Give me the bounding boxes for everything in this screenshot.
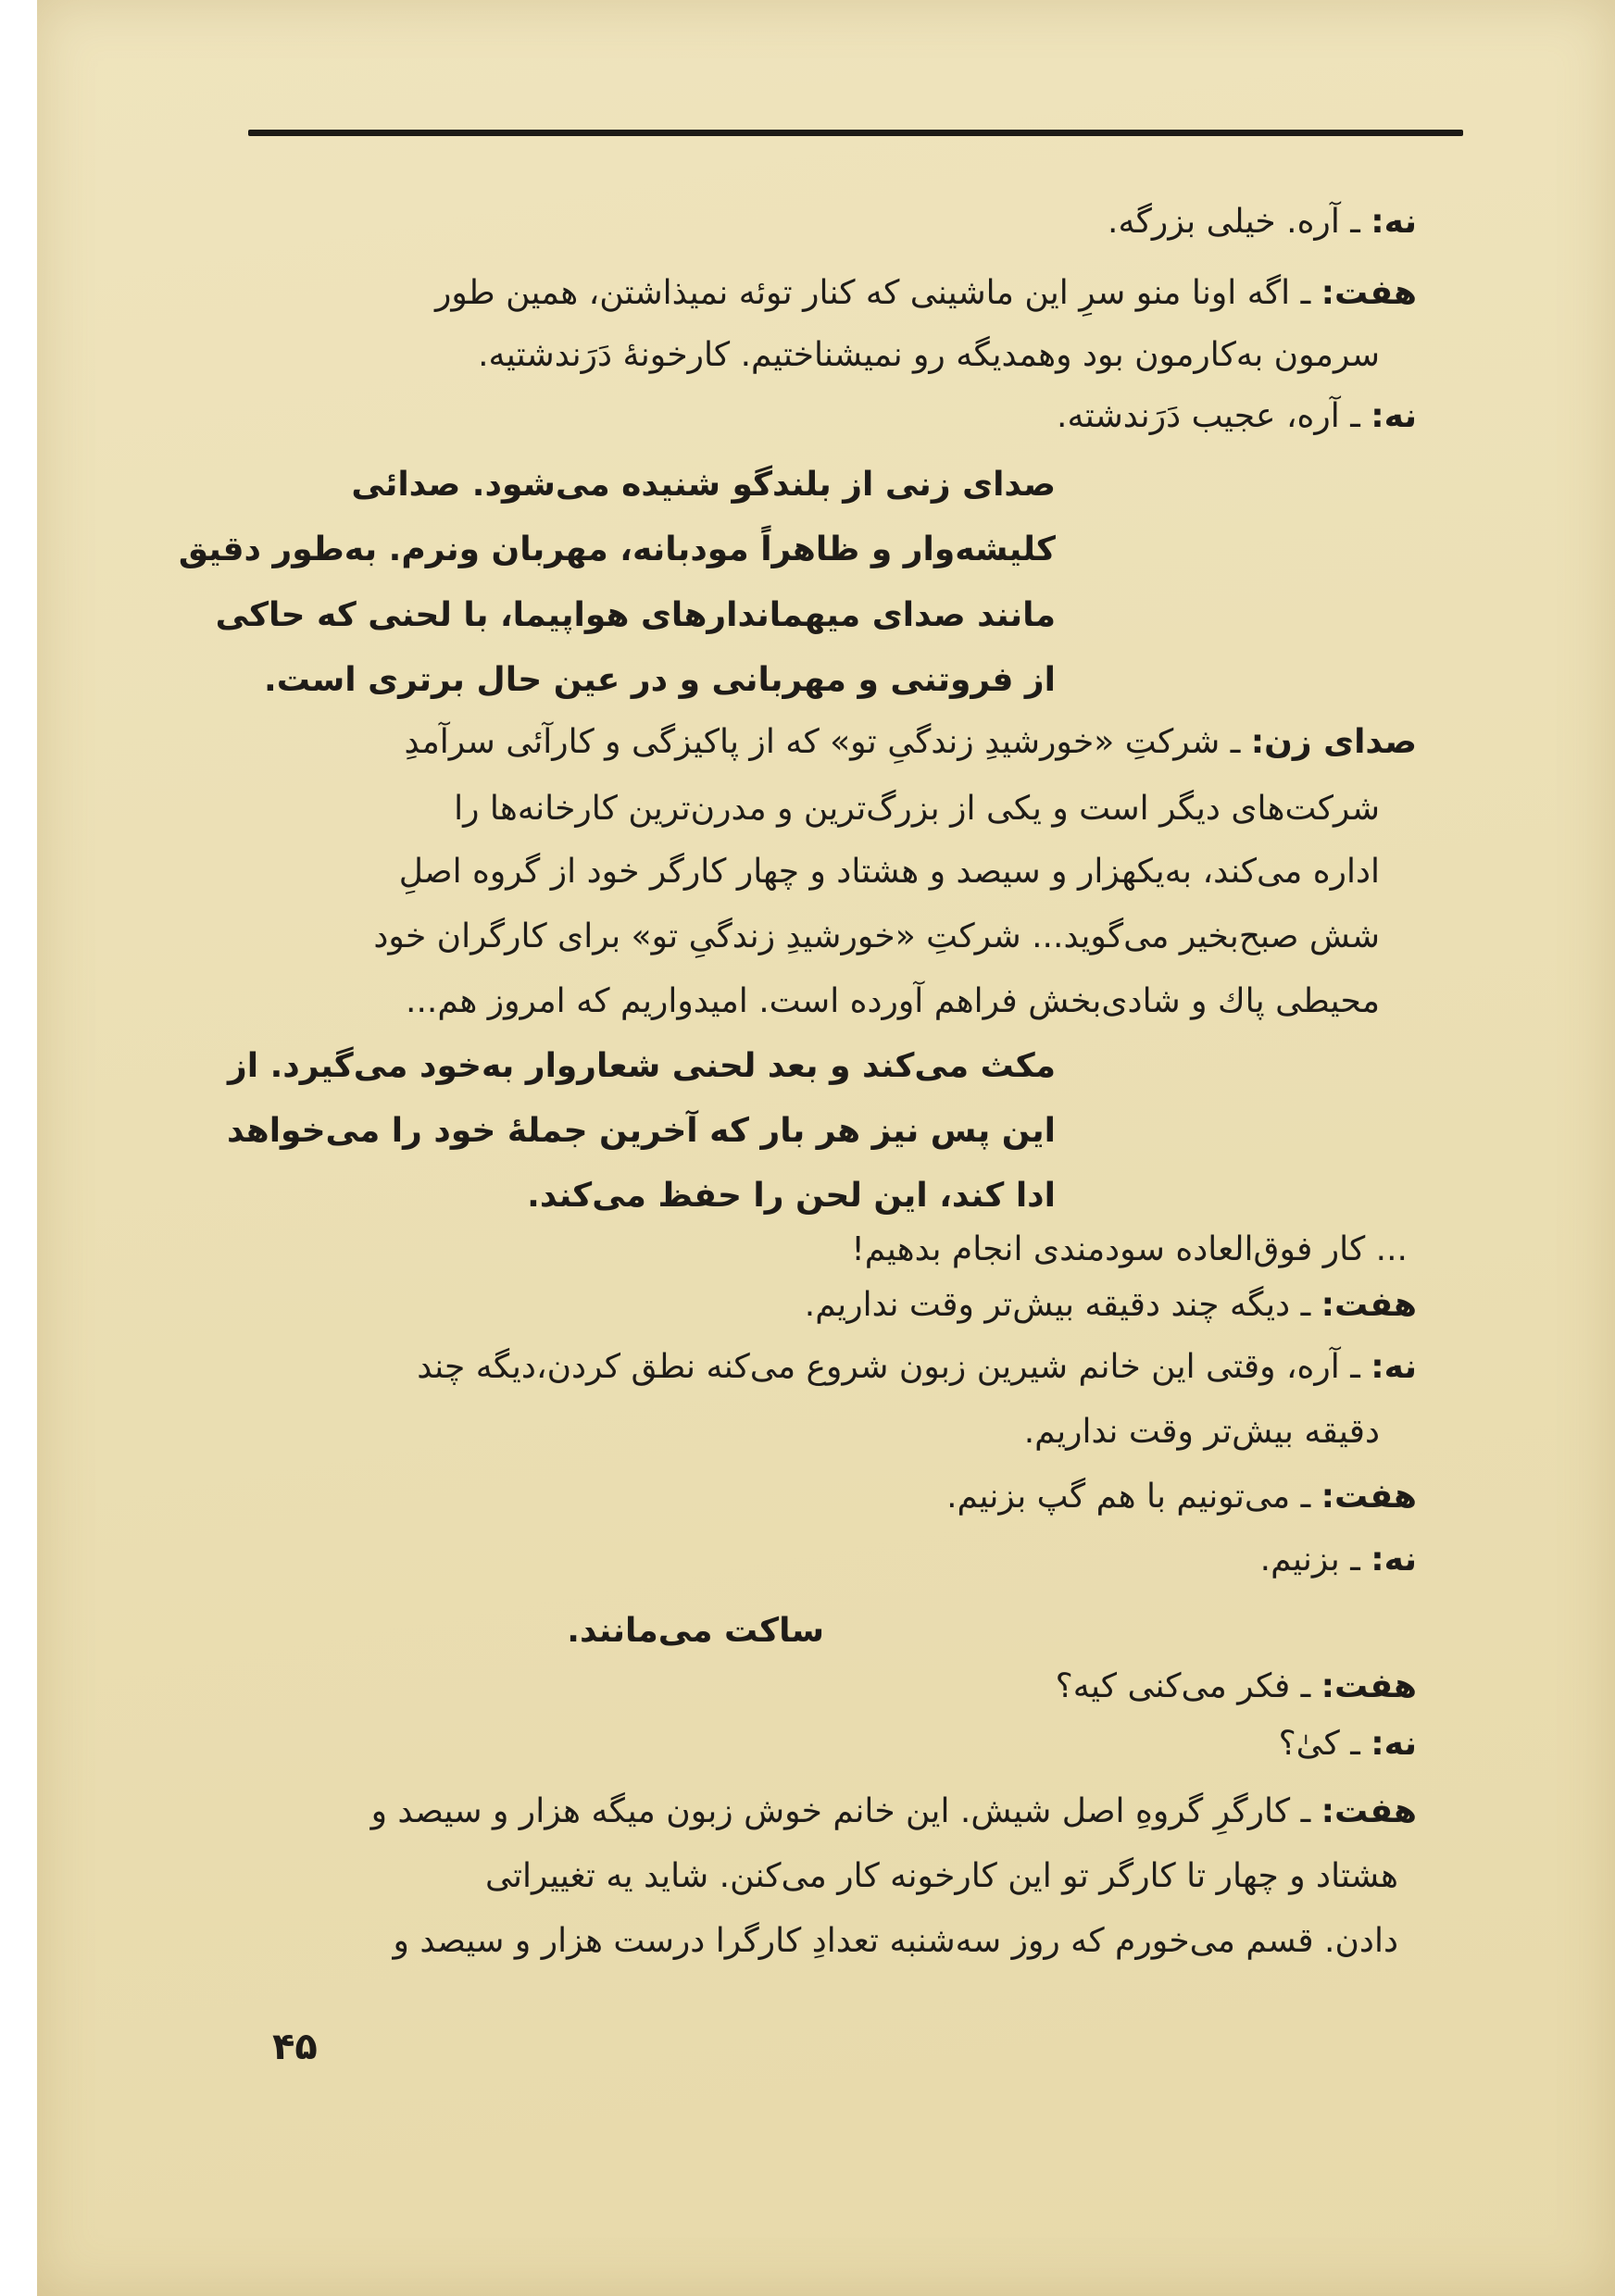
line-text: ... کار فوق‌العاده سودمندی انجام بدهیم! — [851, 1230, 1408, 1268]
line-text: مکث می‌کند و بعد لحنی شعاروار به‌خود می‌گیرد. از — [227, 1047, 1056, 1085]
dialogue-line — [269, 789, 1417, 829]
line-text: ساکت می‌مانند. — [567, 1612, 824, 1650]
stage-direction-line — [226, 1111, 1417, 1151]
speaker-label: هفت: — [1321, 1478, 1417, 1516]
dialogue-line — [269, 722, 1417, 762]
line-text: کلیشه‌وار و ظاهراً مودبانه، مهربان ونرم. به‌طور دقیق — [178, 530, 1056, 568]
dialogue-line — [269, 396, 1417, 436]
speaker-label: نه: — [1371, 1725, 1417, 1763]
line-text: صدای زنی از بلندگو شنیده می‌شود. صدائی — [351, 466, 1056, 504]
stage-direction-line — [227, 1046, 1417, 1086]
line-text: از فروتنی و مهربانی و در عین حال برتری است. — [264, 661, 1056, 699]
dialogue-line — [269, 1477, 1417, 1516]
speaker-label: نه: — [1371, 1541, 1417, 1578]
speaker-label: نه: — [1371, 397, 1417, 435]
line-text: دقیقه بیش‌تر وقت نداریم. — [1023, 1413, 1380, 1451]
dialogue-line — [269, 273, 1417, 313]
dialogue-line — [269, 1791, 1417, 1831]
dialogue-line — [269, 1347, 1417, 1387]
stage-direction-line — [264, 660, 1417, 700]
page-number: ۴۵ — [272, 2026, 318, 2068]
line-text: ـ شرکتِ «خورشیدِ زندگیِ تو» که از پاکیزگی و کارآئی سرآمدِ — [404, 723, 1251, 761]
book-page — [37, 0, 1615, 2296]
speaker-label: هفت: — [1321, 274, 1417, 312]
line-text: ـ فکر می‌کنی کیه؟ — [1055, 1667, 1321, 1705]
dialogue-line — [269, 1412, 1417, 1452]
dialogue-line — [269, 1285, 1417, 1325]
line-text: هشتاد و چهار تا کارگر تو این کارخونه کار می‌کنن. شاید یه تغییراتی — [484, 1857, 1398, 1895]
line-text: دادن. قسم می‌خورم که روز سه‌شنبه تعدادِ کارگرا درست هزار و سیصد و — [393, 1922, 1398, 1960]
stage-direction-line — [269, 465, 1417, 505]
line-text: ـ آره. خیلی بزرگه. — [1108, 203, 1371, 241]
dialogue-line — [269, 852, 1417, 892]
speaker-label: هفت: — [1321, 1667, 1417, 1705]
speaker-label: هفت: — [1321, 1792, 1417, 1830]
dialogue-line — [269, 202, 1417, 242]
line-text: شرکت‌های دیگر است و یکی از بزرگ‌ترین و مدرن‌ترین کارخانه‌ها را — [454, 790, 1380, 828]
line-text: ـ بزنیم. — [1259, 1541, 1371, 1578]
dialogue-line — [269, 1856, 1417, 1896]
line-text: ـ اگه اونا منو سرِ این ماشینی که کنار توئه نمیذاشتن، همین طور — [435, 274, 1321, 312]
dialogue-line — [269, 1724, 1417, 1764]
dialogue-line — [269, 335, 1417, 375]
line-text: ـ آره، عجیب دَرَندشته. — [1057, 397, 1371, 435]
line-text: ـ کارگرِ گروهِ اصل شیش. این خانم خوش زبون میگه هزار و سیصد و — [370, 1792, 1321, 1830]
dialogue-line — [269, 917, 1417, 956]
line-text: ـ دیگه چند دقیقه بیش‌تر وقت نداریم. — [804, 1286, 1321, 1324]
line-text: ـ می‌تونیم با هم گپ بزنیم. — [946, 1478, 1321, 1516]
stage-direction-line — [178, 530, 1417, 569]
dialogue-line — [269, 1229, 1417, 1269]
line-text: مانند صدای میهماندارهای هواپیما، با لحنی که حاکی — [215, 596, 1056, 634]
speaker-label: هفت: — [1321, 1286, 1417, 1324]
line-text: ـ کیٰ؟ — [1278, 1725, 1371, 1763]
line-text: این پس نیز هر بار که آخرین جملهٔ خود را می‌خواهد — [226, 1112, 1056, 1150]
line-text: شش صبح‌بخیر می‌گوید... شرکتِ «خورشیدِ زندگیِ تو» برای کارگران خود — [373, 917, 1380, 955]
header-rule — [248, 130, 1463, 136]
speaker-label: صدای زن: — [1250, 723, 1417, 761]
stage-direction-line — [215, 595, 1417, 635]
speaker-label: نه: — [1371, 203, 1417, 241]
speaker-label: نه: — [1371, 1348, 1417, 1386]
line-text: ادا کند، این لحن را حفظ می‌کند. — [527, 1177, 1056, 1215]
line-text: اداره می‌کند، به‌یکهزار و سیصد و هشتاد و چهار کارگر خود از گروه اصلِ — [398, 853, 1380, 891]
line-text: ـ آره، وقتی این خانم شیرین زبون شروع می‌کنه نطق کردن،دیگه چند — [417, 1348, 1371, 1386]
dialogue-line — [269, 981, 1417, 1021]
dialogue-line — [269, 1540, 1417, 1579]
stage-direction-line — [269, 1176, 1417, 1216]
line-text: سرمون به‌کارمون بود وهمدیگه رو نمیشناختیم. کارخونهٔ دَرَندشتیه. — [478, 336, 1380, 374]
line-text: محیطی پاك و شادی‌بخش فراهم آورده است. امیدواریم که امروز هم... — [406, 982, 1380, 1020]
dialogue-line — [269, 1921, 1417, 1961]
dialogue-line — [269, 1666, 1417, 1706]
stage-direction-line — [269, 1611, 1417, 1651]
